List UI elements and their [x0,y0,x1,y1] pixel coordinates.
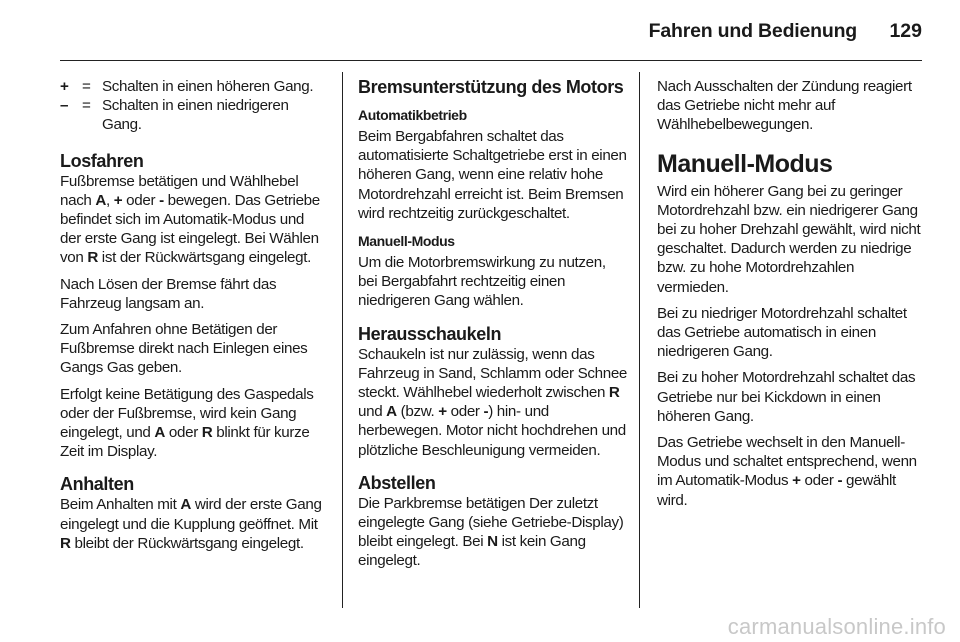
section-losfahren [60,151,328,462]
definition-text: Schalten in einen niedrigeren Gang. [102,97,289,134]
definition-equals: = [82,97,91,115]
definition-equals: = [82,78,91,95]
page-header [0,0,960,62]
page-number: 129 [889,20,922,42]
paragraph: Zum Anfahren ohne Betätigen der Fußbremse direkt nach Einlegen eines Gangs Gas geben. [60,321,308,377]
section-heading: Abstellen [358,472,436,493]
watermark-text: carmanualsonline.info [727,614,946,639]
definition-symbol: – [60,97,69,115]
paragraph: Beim Bergabfahren schaltet das automatisierte Schaltgetriebe erst in einen höheren Gang, wenn eine relativ hohe Motordrehzahl erreicht ist. Beim Bremsen wird rechtzeitig zurückgeschaltet. [358,128,627,222]
subsection-manuell-modus [358,233,628,311]
paragraph: Beim Anhalten mit A wird der erste Gang eingelegt und die Kupplung geöffnet. Mit R bleibt der Rückwärtsgang eingelegt. [60,496,322,552]
definition-text: Schalten in einen höheren Gang. [102,78,314,95]
section-heading: Herausschaukeln [358,323,502,344]
section-bremsunterstuetzung [358,77,628,311]
header-title: Fahren und Bedienung [648,20,857,42]
definition-item [60,77,328,96]
paragraph: Nach Lösen der Bremse fährt das Fahrzeug langsam an. [60,275,277,312]
gear-definition-list [60,77,328,135]
column-divider-1 [342,72,343,608]
subsection-heading: Manuell-Modus [358,233,455,250]
section-heading-large: Manuell-Modus [657,149,833,178]
section-manuell-modus [657,149,927,510]
column-3 [657,77,927,523]
header-divider [60,60,922,61]
subsection-heading: Automatikbetrieb [358,107,467,123]
section-heading: Anhalten [60,474,134,495]
subsection-automatikbetrieb [358,107,628,223]
section-heading: Losfahren [60,150,144,171]
section-heading: Bremsunterstützung des Motors [358,77,624,97]
paragraph: Die Parkbremse betätigen Der zuletzt eingelegte Gang (siehe Getriebe-Display) bleibt eingelegt. Bei N ist kein Gang eingelegt. [358,494,624,570]
paragraph: Bei zu niedriger Motordrehzahl schaltet das Getriebe automatisch in einen niedrigeren Gang. [657,304,907,361]
column-divider-2 [639,72,640,608]
paragraph: Nach Ausschalten der Zündung reagiert das Getriebe nicht mehr auf Wählhebelbewegungen. [657,78,912,134]
definition-item [60,96,328,134]
column-2 [358,77,628,584]
paragraph: Wird ein höherer Gang bei zu geringer Motordrehzahl bzw. ein niedrigerer Gang bei zu hoher Drehzahl gewählt, wird nicht geschaltet. Dadurch werden zu niedrige bzw. zu hohe Motordrehzahlen vermieden. [657,182,921,296]
section-abstellen [358,473,628,571]
paragraph: Um die Motorbremswirkung zu nutzen, bei Bergabfahrt rechtzeitig einen niedrigeren Gang wählen. [358,254,606,310]
paragraph: Erfolgt keine Betätigung des Gaspedals oder der Fußbremse, wird kein Gang eingelegt, und A oder R blinkt für kurze Zeit im Display. [60,385,314,461]
definition-symbol: + [60,78,69,95]
paragraph: Das Getriebe wechselt in den Manuell-Modus und schaltet entsprechend, wenn im Automatik-Modus + oder - gewählt wird. [657,434,917,509]
paragraph: Fußbremse betätigen und Wählhebel nach A, + oder - bewegen. Das Getriebe befindet sich im Automatik-Modus und der erste Gang ist eingelegt. Bei Wählen von R ist der Rückwärtsgang eingelegt. [60,172,320,267]
section-herausschaukeln [358,324,628,460]
paragraph: Schaukeln ist nur zulässig, wenn das Fahrzeug in Sand, Schlamm oder Schnee steckt. Wählhebel wiederholt zwischen R und A (bzw. + oder -) hin- und herbewegen. Motor nicht hochdrehen und plötzliche Beschleunigung vermeiden. [358,345,628,459]
section-anhalten [60,474,328,553]
paragraph: Bei zu hoher Motordrehzahl schaltet das Getriebe nur bei Kickdown in einen höheren Gang. [657,369,916,425]
column-1 [60,77,328,566]
